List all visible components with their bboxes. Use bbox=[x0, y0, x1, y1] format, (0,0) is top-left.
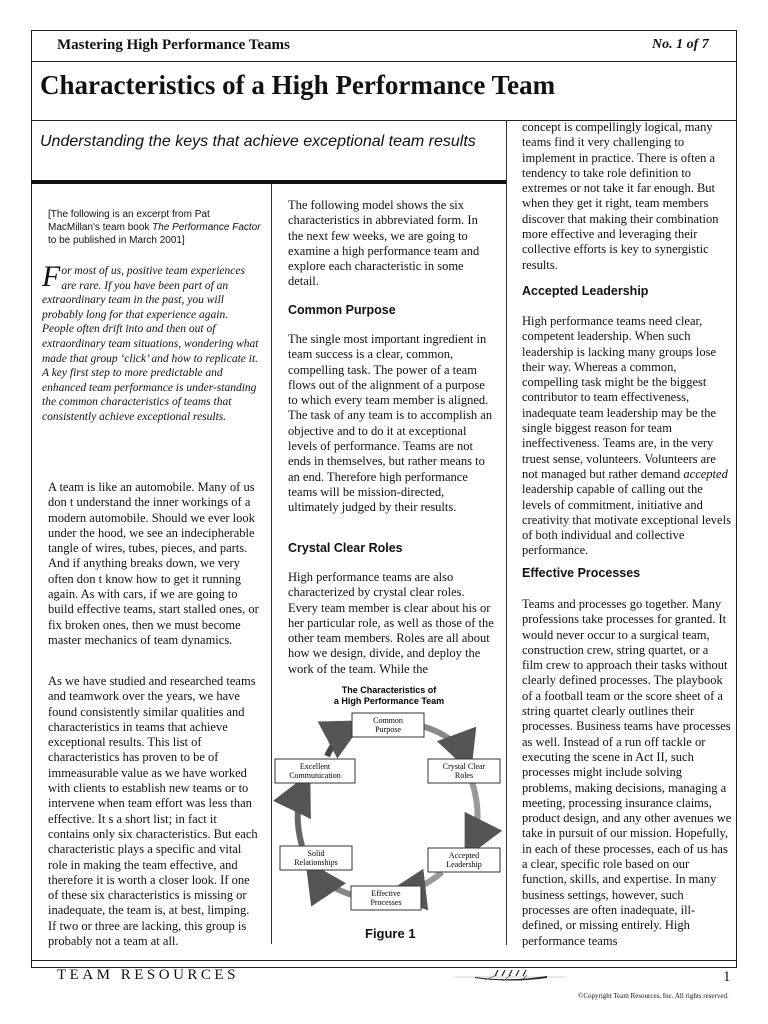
body-paragraph bbox=[522, 314, 732, 559]
footer-divider bbox=[31, 960, 737, 961]
emphasis-text: accepted bbox=[683, 466, 728, 481]
svg-text:Relationships: Relationships bbox=[294, 858, 338, 867]
svg-text:Roles: Roles bbox=[454, 771, 474, 780]
diagram-title: a High Performance Team bbox=[333, 696, 445, 706]
book-title: The Performance Factor bbox=[152, 222, 261, 233]
body-text: leadership capable of calling out the levels of commitment, initiative and creativity that motivate exceptional levels of both individual and collective performance. bbox=[522, 482, 731, 558]
page-number: 1 bbox=[723, 969, 731, 985]
body-paragraph: The following model shows the six characteristics in abbreviated form. In the next few weeks, we are going to examine a high performance team and explore each characteristic in some detail. bbox=[288, 198, 480, 289]
intro-text: or most of us, positive team experiences are rare. If you have been part of an extraordinary team in the past, you will probably long for that experience again. People often drift into and then out of extraordinary team situations, wondering what made that group ‘click’ and how to replicate it. A key first step to more predictable and enhanced team performance is under-standing the common characteristics of teams that consistently achieve exceptional results. bbox=[42, 265, 259, 423]
body-paragraph: concept is compellingly logical, many teams find it very challenging to implement in practice. There is often a tendency to take role definition to extremes or not take it far enough. But when they get it right, team members discover that making their combination more effective and leveraging their collective efforts is key to synergistic results. bbox=[522, 120, 719, 272]
diagram-title: The Characteristics of bbox=[341, 685, 437, 695]
series-title: Mastering High Performance Teams bbox=[57, 37, 290, 53]
subtitle: Understanding the keys that achieve exceptional team results bbox=[40, 133, 476, 150]
subtitle-divider bbox=[31, 180, 506, 184]
svg-text:Accepted: Accepted bbox=[448, 851, 480, 860]
svg-text:Common: Common bbox=[373, 716, 403, 725]
cycle-arrow bbox=[418, 725, 467, 762]
column-divider bbox=[506, 120, 507, 945]
body-text: High performance teams need clear, competent leadership. When such leadership is lacking many groups lose their way. Whereas a common, compelling task might be the biggest contributor to team effectiveness, inadequate team leadership may be the single biggest reason for team ineffectiveness. Teams are, in the very truest sense, volunteers. Volunteers are not managed but rather demand bbox=[522, 314, 717, 481]
page-title: Characteristics of a High Performance Team bbox=[40, 70, 556, 100]
rowing-boat-logo bbox=[455, 966, 565, 982]
excerpt-note-text: to be published in March 2001] bbox=[48, 235, 185, 246]
body-paragraph: High performance teams are also characterized by crystal clear roles. Every team member is clear about his or her particular role, as well as those of the other team members. Roles are all about how we design, divide, and deploy the work of the team. While the bbox=[288, 570, 494, 676]
section-heading: Effective Processes bbox=[522, 566, 641, 580]
svg-text:Processes: Processes bbox=[370, 898, 402, 907]
node-effective-processes bbox=[351, 886, 421, 910]
drop-cap: F bbox=[42, 260, 61, 293]
svg-text:Excellent: Excellent bbox=[299, 762, 331, 771]
copyright-notice: ©Copyright Team Resources, Inc. All rights reserved. bbox=[578, 992, 729, 1000]
node-accepted-leadership bbox=[428, 848, 500, 872]
footer-brand: TEAM RESOURCES bbox=[57, 967, 239, 983]
svg-text:Purpose: Purpose bbox=[375, 725, 401, 734]
figure-caption: Figure 1 bbox=[365, 926, 416, 941]
body-paragraph: A team is like an automobile. Many of us don t understand the inner workings of a modern automobile. Should we ever look under the hood, we see an indecipherable tangle of wires, tubes, pieces, and parts. And if anything breaks down, we very often don t know how to get it running again. As with cars, if we are going to build effective teams, start stalled ones, or fix broken ones, then we must become master mechanics of team dynamics. bbox=[48, 480, 259, 647]
excerpt-note bbox=[48, 208, 263, 247]
node-solid-relationships bbox=[280, 846, 352, 870]
excerpt-note-text: [The following is an excerpt from Pat MacMillan's team book bbox=[48, 209, 210, 233]
node-common-purpose bbox=[352, 713, 424, 737]
cycle-arrow bbox=[298, 783, 305, 846]
svg-text:Communication: Communication bbox=[289, 771, 341, 780]
body-paragraph: The single most important ingredient in team success is a clear, common, compelling task. The power of a team flows out of the alignment of a purpose to which every team member is aligned. The task of any team is to accomplish an objective and to do it at exceptional levels of performance. Teams are not ends in themselves, but rather means to an end. Therefore high performance teams will be mission-directed, ultimately judged by their results. bbox=[288, 332, 493, 515]
svg-text:Crystal Clear: Crystal Clear bbox=[442, 762, 486, 771]
cycle-arrow bbox=[312, 870, 352, 895]
section-heading: Common Purpose bbox=[288, 303, 396, 317]
intro-paragraph bbox=[42, 260, 262, 425]
cycle-arrow bbox=[327, 726, 354, 756]
svg-text:Leadership: Leadership bbox=[446, 860, 482, 869]
section-heading: Crystal Clear Roles bbox=[288, 541, 403, 555]
issue-number: No. 1 of 7 bbox=[652, 37, 709, 52]
cycle-arrow bbox=[470, 782, 478, 848]
team-characteristics-diagram bbox=[272, 680, 506, 942]
section-heading: Accepted Leadership bbox=[522, 284, 649, 298]
node-crystal-clear-roles bbox=[428, 759, 500, 783]
body-paragraph: As we have studied and researched teams and teamwork over the years, we have found consistently similar qualities and characteristics in teams that achieve exceptional results. This list of characteristics has proven to be of immeasurable value as we have worked with clients to establish new teams or to intervene when team effort was less than effective. It s a short list; in fact it contains only six characteristics. But each characteristic plays a specific and vital role in making the team effective, and therefore it is worth a closer look. If one of these six characteristics is missing or inadequate, the team is, at best, limping. If two or three are lacking, this group is probably not a team at all. bbox=[48, 674, 258, 949]
svg-text:Solid: Solid bbox=[307, 849, 325, 858]
node-excellent-communication bbox=[275, 759, 355, 783]
body-paragraph: Teams and processes go together. Many professions take processes for granted. It would never occur to a surgical team, construction crew, string quartet, or a film crew to approach their tasks without clearly defined processes. The playbook of a football team or the score sheet of a string quartet clearly outlines their processes. Business teams have processes as well. Instead of a run off tackle or executing the scene in Act II, such processes might include solving problems, making decisions, managing a meeting, processing insurance claims, product design, and any other avenues we take in pursuit of our mission. Hopefully, in each of these processes, each of us has a clear, specific role based on our function, skills, and expertise. In many business settings, however, such processes are often inadequate, ill-defined, or missing entirely. High performance teams bbox=[522, 597, 732, 948]
svg-text:Effective: Effective bbox=[371, 889, 401, 898]
